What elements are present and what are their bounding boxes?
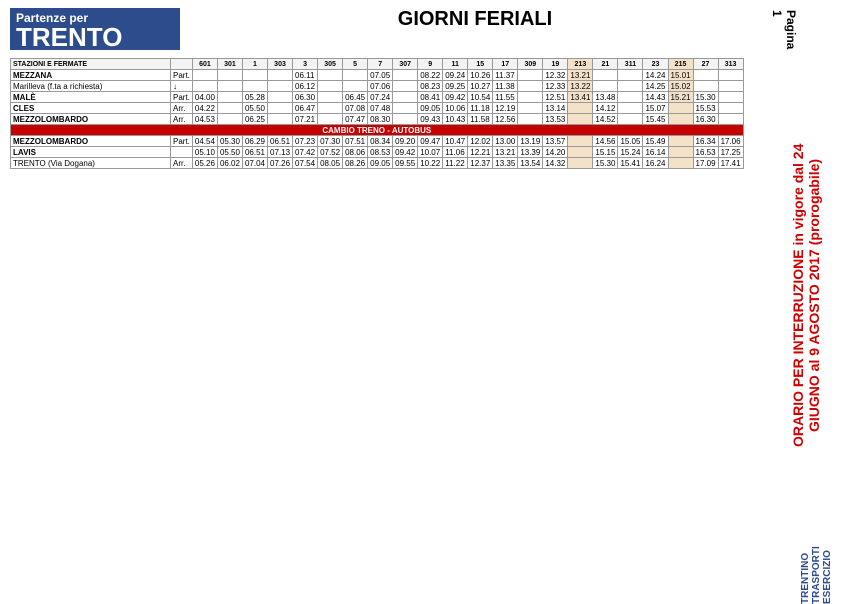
stop-type: Arr.	[171, 103, 193, 114]
departure-time: 15.01	[668, 70, 693, 81]
departure-time: 13.48	[593, 92, 618, 103]
departure-time	[718, 103, 743, 114]
departure-time: 06.25	[242, 114, 267, 125]
departure-time	[217, 70, 242, 81]
departure-time: 08.26	[343, 158, 368, 169]
departure-time: 05.26	[192, 158, 217, 169]
section-label: STAZIONI E FERMATE	[11, 59, 171, 70]
departure-time	[593, 70, 618, 81]
departure-time	[393, 92, 418, 103]
departure-time: 07.23	[293, 136, 318, 147]
stop-type: Arr.	[171, 158, 193, 169]
departure-time: 11.38	[493, 81, 518, 92]
departure-time: 15.45	[643, 114, 668, 125]
departure-time: 14.24	[643, 70, 668, 81]
departure-time: 13.00	[493, 136, 518, 147]
station-name: LAVIS	[11, 147, 171, 158]
departure-time: 07.13	[268, 147, 293, 158]
departure-time: 08.34	[368, 136, 393, 147]
table-row	[11, 147, 744, 158]
departure-time: 12.02	[468, 136, 493, 147]
departure-time: 17.06	[718, 136, 743, 147]
stop-type: ↓	[171, 81, 193, 92]
station-name: CLES	[11, 103, 171, 114]
departure-time: 07.04	[242, 158, 267, 169]
departure-time	[568, 103, 593, 114]
train-number: 601	[192, 59, 217, 70]
departure-time: 13.39	[518, 147, 543, 158]
train-number: 19	[543, 59, 568, 70]
departure-time: 16.24	[643, 158, 668, 169]
route-header	[10, 8, 180, 50]
departure-time: 08.53	[368, 147, 393, 158]
stop-type: Arr.	[171, 114, 193, 125]
departure-time: 08.06	[343, 147, 368, 158]
departure-time	[568, 114, 593, 125]
departure-time: 13.54	[518, 158, 543, 169]
table-row	[11, 70, 744, 81]
departure-time: 14.20	[543, 147, 568, 158]
departure-time: 06.12	[293, 81, 318, 92]
departure-time: 13.57	[543, 136, 568, 147]
departure-time: 09.05	[368, 158, 393, 169]
departure-time	[668, 147, 693, 158]
departure-time: 14.12	[593, 103, 618, 114]
departure-time: 15.24	[618, 147, 643, 158]
departure-time: 15.30	[593, 158, 618, 169]
departure-time: 14.52	[593, 114, 618, 125]
departure-time: 06.30	[293, 92, 318, 103]
departure-time: 14.25	[643, 81, 668, 92]
departure-time	[268, 70, 293, 81]
departure-time: 13.21	[568, 70, 593, 81]
departure-time: 13.21	[493, 147, 518, 158]
departure-time: 06.47	[293, 103, 318, 114]
departure-time: 11.58	[468, 114, 493, 125]
departure-time: 09.25	[443, 81, 468, 92]
stop-type	[171, 147, 193, 158]
departure-time	[242, 70, 267, 81]
departure-time: 09.43	[418, 114, 443, 125]
departure-time: 06.45	[343, 92, 368, 103]
departure-time	[718, 81, 743, 92]
departure-time	[618, 114, 643, 125]
departure-time: 08.41	[418, 92, 443, 103]
departure-time: 14.43	[643, 92, 668, 103]
departure-time: 05.28	[242, 92, 267, 103]
departure-time: 08.23	[418, 81, 443, 92]
departure-time: 10.06	[443, 103, 468, 114]
change-band	[11, 125, 744, 136]
header-line2: TRENTO	[16, 22, 123, 52]
departure-time: 07.48	[368, 103, 393, 114]
departure-time: 13.19	[518, 136, 543, 147]
departure-time: 07.21	[293, 114, 318, 125]
departure-time	[618, 103, 643, 114]
departure-time: 09.42	[393, 147, 418, 158]
departure-time	[668, 103, 693, 114]
departure-time: 12.51	[543, 92, 568, 103]
departure-time: 07.26	[268, 158, 293, 169]
departure-time: 12.32	[543, 70, 568, 81]
stop-type: Part.	[171, 136, 193, 147]
train-number: 303	[268, 59, 293, 70]
departure-time: 14.32	[543, 158, 568, 169]
station-name: MALÈ	[11, 92, 171, 103]
train-number: 1	[242, 59, 267, 70]
table-row	[11, 158, 744, 169]
train-number: 9	[418, 59, 443, 70]
departure-time: 13.53	[543, 114, 568, 125]
table-row	[11, 81, 744, 92]
type-header	[171, 59, 193, 70]
departure-time	[668, 114, 693, 125]
departure-time	[718, 92, 743, 103]
service-notice: ORARIO PER INTERRUZIONE in vigore dal 24 GIUGNO al 9 AGOSTO 2017 (prorogabile)	[790, 143, 822, 447]
departure-time: 04.00	[192, 92, 217, 103]
train-number: 305	[318, 59, 343, 70]
departure-time: 10.27	[468, 81, 493, 92]
departure-time: 06.11	[293, 70, 318, 81]
departure-time	[693, 70, 718, 81]
departure-time: 15.30	[693, 92, 718, 103]
stop-type: Part.	[171, 70, 193, 81]
train-number: 307	[393, 59, 418, 70]
train-number: 11	[443, 59, 468, 70]
departure-time	[343, 81, 368, 92]
train-number: 309	[518, 59, 543, 70]
departure-time: 10.22	[418, 158, 443, 169]
departure-time: 07.08	[343, 103, 368, 114]
table-row	[11, 136, 744, 147]
departure-time: 12.19	[493, 103, 518, 114]
departure-time: 11.06	[443, 147, 468, 158]
departure-time: 08.05	[318, 158, 343, 169]
departure-time: 10.43	[443, 114, 468, 125]
departure-time	[618, 70, 643, 81]
departure-time: 04.53	[192, 114, 217, 125]
departure-time	[318, 70, 343, 81]
departure-time	[268, 114, 293, 125]
train-number: 215	[668, 59, 693, 70]
departure-time: 13.41	[568, 92, 593, 103]
departure-time	[217, 114, 242, 125]
departure-time	[718, 114, 743, 125]
departure-time: 05.50	[242, 103, 267, 114]
departure-time	[518, 103, 543, 114]
departure-time: 15.02	[668, 81, 693, 92]
departure-time	[393, 114, 418, 125]
departure-time: 15.05	[618, 136, 643, 147]
timetable	[10, 58, 744, 169]
train-number: 27	[693, 59, 718, 70]
departure-time	[318, 92, 343, 103]
departure-time: 14.56	[593, 136, 618, 147]
page-title: GIORNI FERIALI	[397, 8, 553, 30]
departure-time: 11.55	[493, 92, 518, 103]
departure-time	[393, 81, 418, 92]
departure-time	[668, 136, 693, 147]
departure-time: 07.52	[318, 147, 343, 158]
table-row	[11, 103, 744, 114]
departure-time	[568, 158, 593, 169]
departure-time: 12.37	[468, 158, 493, 169]
departure-time: 17.41	[718, 158, 743, 169]
departure-time: 16.53	[693, 147, 718, 158]
train-number: 311	[618, 59, 643, 70]
departure-time	[217, 81, 242, 92]
departure-time	[518, 92, 543, 103]
departure-time	[618, 92, 643, 103]
page-label: Pagina 1	[770, 10, 798, 50]
station-name: Marilleva (f.ta a richiesta)	[11, 81, 171, 92]
train-number: 15	[468, 59, 493, 70]
departure-time: 17.25	[718, 147, 743, 158]
train-number: 5	[343, 59, 368, 70]
departure-time: 06.51	[268, 136, 293, 147]
station-name: MEZZOLOMBARDO	[11, 136, 171, 147]
departure-time: 15.07	[643, 103, 668, 114]
departure-time: 04.54	[192, 136, 217, 147]
train-number: 7	[368, 59, 393, 70]
departure-time	[318, 114, 343, 125]
departure-time: 13.22	[568, 81, 593, 92]
train-number: 301	[217, 59, 242, 70]
table-row	[11, 92, 744, 103]
departure-time	[393, 103, 418, 114]
departure-time: 11.37	[493, 70, 518, 81]
departure-time: 10.07	[418, 147, 443, 158]
departure-time	[192, 81, 217, 92]
departure-time: 07.24	[368, 92, 393, 103]
departure-time	[318, 103, 343, 114]
stop-type: Part.	[171, 92, 193, 103]
train-number: 23	[643, 59, 668, 70]
departure-time: 05.50	[217, 147, 242, 158]
departure-time: 09.42	[443, 92, 468, 103]
train-number: 313	[718, 59, 743, 70]
departure-time	[593, 81, 618, 92]
departure-time	[693, 81, 718, 92]
departure-time: 07.05	[368, 70, 393, 81]
departure-time: 09.20	[393, 136, 418, 147]
train-number: 17	[493, 59, 518, 70]
departure-time	[192, 70, 217, 81]
departure-time: 16.34	[693, 136, 718, 147]
departure-time: 07.47	[343, 114, 368, 125]
departure-time: 13.35	[493, 158, 518, 169]
departure-time	[217, 92, 242, 103]
departure-time: 15.15	[593, 147, 618, 158]
departure-time: 10.47	[443, 136, 468, 147]
departure-time: 15.53	[693, 103, 718, 114]
departure-time: 11.18	[468, 103, 493, 114]
departure-time	[268, 92, 293, 103]
departure-time: 08.22	[418, 70, 443, 81]
departure-time	[518, 70, 543, 81]
departure-time: 06.02	[217, 158, 242, 169]
departure-time	[518, 81, 543, 92]
departure-time: 16.30	[693, 114, 718, 125]
departure-time: 17.09	[693, 158, 718, 169]
departure-time: 07.51	[343, 136, 368, 147]
departure-time: 16.14	[643, 147, 668, 158]
departure-time: 10.26	[468, 70, 493, 81]
departure-time	[318, 81, 343, 92]
departure-time	[393, 70, 418, 81]
departure-time	[268, 103, 293, 114]
departure-time	[518, 114, 543, 125]
departure-time: 04.22	[192, 103, 217, 114]
train-number: 21	[593, 59, 618, 70]
station-name: TRENTO (Via Dogana)	[11, 158, 171, 169]
departure-time: 05.10	[192, 147, 217, 158]
brand-logo: TRENTINO TRASPORTI ESERCIZIO	[800, 546, 833, 604]
departure-time: 09.05	[418, 103, 443, 114]
departure-time: 06.29	[242, 136, 267, 147]
header-line1: Partenze per	[16, 11, 89, 25]
departure-time: 07.42	[293, 147, 318, 158]
departure-time	[568, 136, 593, 147]
departure-time	[343, 70, 368, 81]
departure-time: 10.54	[468, 92, 493, 103]
departure-time: 15.41	[618, 158, 643, 169]
departure-time	[618, 81, 643, 92]
departure-time	[668, 158, 693, 169]
departure-time: 08.30	[368, 114, 393, 125]
departure-time	[568, 147, 593, 158]
departure-time: 09.24	[443, 70, 468, 81]
departure-time: 07.06	[368, 81, 393, 92]
departure-time: 12.33	[543, 81, 568, 92]
timetable-body	[11, 70, 744, 169]
departure-time: 09.55	[393, 158, 418, 169]
departure-time: 15.49	[643, 136, 668, 147]
change-band-label: CAMBIO TRENO - AUTOBUS	[11, 125, 744, 136]
train-number-row	[11, 59, 744, 70]
train-number: 213	[568, 59, 593, 70]
departure-time: 11.22	[443, 158, 468, 169]
departure-time: 07.30	[318, 136, 343, 147]
station-name: MEZZANA	[11, 70, 171, 81]
departure-time	[242, 81, 267, 92]
departure-time: 15.21	[668, 92, 693, 103]
departure-time	[268, 81, 293, 92]
departure-time	[217, 103, 242, 114]
departure-time: 12.56	[493, 114, 518, 125]
departure-time: 07.54	[293, 158, 318, 169]
train-number: 3	[293, 59, 318, 70]
departure-time: 06.51	[242, 147, 267, 158]
departure-time: 09.47	[418, 136, 443, 147]
departure-time: 12.21	[468, 147, 493, 158]
departure-time	[718, 70, 743, 81]
departure-time: 13.14	[543, 103, 568, 114]
station-name: MEZZOLOMBARDO	[11, 114, 171, 125]
table-row	[11, 114, 744, 125]
departure-time: 05.30	[217, 136, 242, 147]
